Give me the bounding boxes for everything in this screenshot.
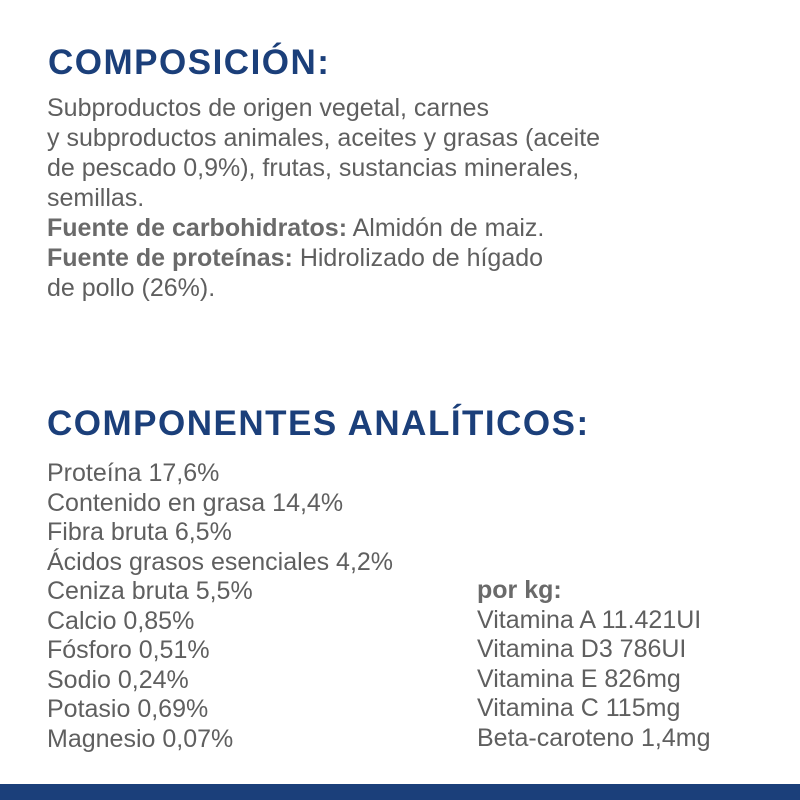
protein-source-line (47, 243, 767, 273)
nutrient-item: Fibra bruta 6,5% (47, 518, 232, 546)
analytical-components-heading: COMPONENTES ANALÍTICOS: (47, 404, 590, 443)
composition-line: semillas. (47, 184, 145, 212)
nutrient-item: Fósforo 0,51% (47, 636, 210, 664)
nutrient-item: Magnesio 0,07% (47, 724, 234, 753)
vitamin-item: Vitamina E 826mg (477, 664, 681, 693)
composition-line: de pescado 0,9%), frutas, sustancias minerales, (47, 154, 580, 182)
nutrient-item: Contenido en grasa 14,4% (47, 488, 344, 517)
vitamin-list (477, 576, 710, 753)
composition-heading: COMPOSICIÓN: (48, 43, 331, 82)
protein-source-label: Fuente de proteínas: (47, 244, 293, 272)
composition-line: Subproductos de origen vegetal, carnes (47, 94, 489, 122)
vitamin-item: Vitamina C 115mg (477, 694, 681, 722)
nutrient-item: Potasio 0,69% (47, 695, 209, 723)
vitamin-item: Vitamina A 11.421UI (477, 605, 702, 634)
per-kg-label: por kg: (477, 576, 562, 604)
protein-source-value: Hidrolizado de hígado (292, 244, 544, 272)
carbohydrate-source-line (47, 213, 767, 243)
vitamin-item: Beta-caroteno 1,4mg (477, 723, 711, 752)
protein-source-continuation: de pollo (26%). (47, 274, 216, 302)
vitamin-item: Vitamina D3 786UI (477, 635, 687, 663)
footer-bar (0, 784, 800, 800)
nutrient-list (47, 459, 393, 754)
nutrient-item: Calcio 0,85% (47, 606, 195, 635)
composition-text (47, 93, 767, 303)
composition-line: y subproductos animales, aceites y grasas (aceite (47, 124, 601, 152)
nutrient-item: Sodio 0,24% (47, 665, 189, 694)
carbohydrate-source-label: Fuente de carbohidratos: (47, 214, 348, 242)
carbohydrate-source-value: Almidón de maiz. (347, 214, 545, 242)
nutrient-item: Ácidos grasos esenciales 4,2% (47, 547, 394, 576)
nutrient-item: Ceniza bruta 5,5% (47, 577, 253, 605)
nutrient-item: Proteína 17,6% (47, 459, 220, 487)
